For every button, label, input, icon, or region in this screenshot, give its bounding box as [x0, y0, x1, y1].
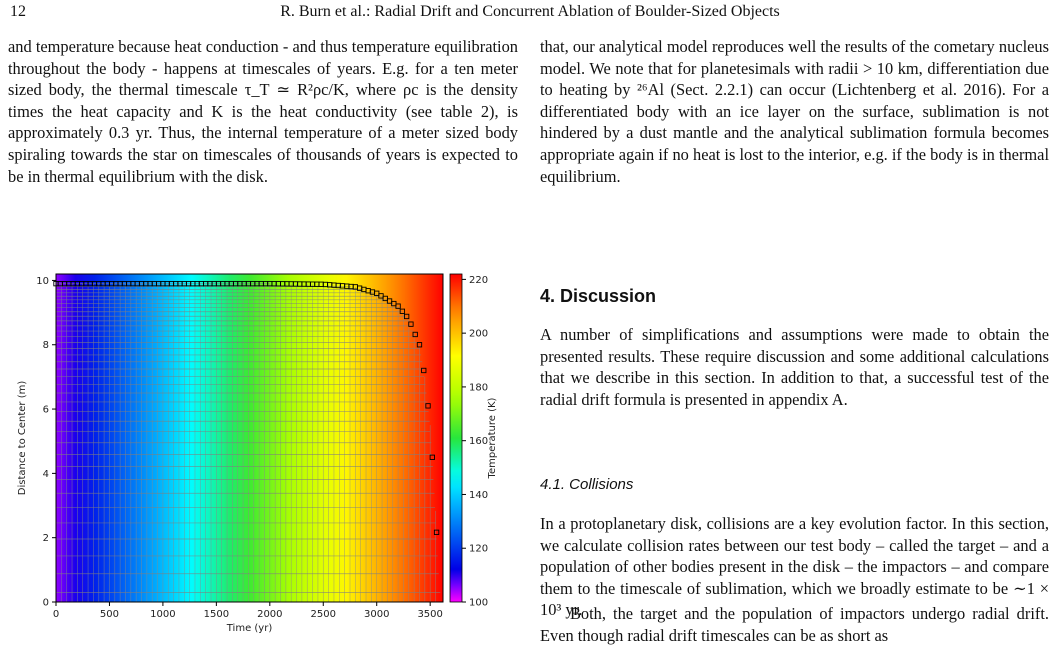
colorbar-tick-label: 120	[469, 543, 489, 555]
thermal-equilibrium-paragraph: and temperature because heat conduction - and thus temperature equilibration throughout the body - happens at timescales of years. E.g. for a ten meter sized body, the thermal timescale τ_T ≃ R²ρc/K, where ρc is the density times the heat capacity and K is the heat conductivity (see table 2), is approximately 0.3 yr. Thus, the internal temperature of a meter sized body spiraling towards the star on timescales of thousands of years is expected to be in thermal equilibrium with the disk.	[8, 37, 518, 186]
colorbar-tick-label: 200	[469, 328, 489, 340]
page-header	[10, 3, 1050, 23]
running-title: R. Burn et al.: Radial Drift and Concurrent Ablation of Boulder-Sized Objects	[280, 3, 780, 20]
x-tick-label: 3000	[363, 609, 390, 620]
x-tick-label: 2500	[310, 609, 336, 620]
colorbar-tick-label: 220	[469, 274, 489, 286]
cometary-model-paragraph: that, our analytical model reproduces well the results of the cometary nucleus model. We note that for planetesimals with radii > 10 km, differentiation due to heating by ²⁶Al (Sect. 2.2.1) can occur (Lichtenberg et al. 2016). For a differentiated body with an ice layer on the surface, sublimation is not hindered by a dust mantle and the analytical sublimation formula becomes appropriate again if no heat is lost to the interior, e.g. if the body is in thermal equilibrium.	[540, 37, 1049, 186]
x-tick-label: 3500	[417, 609, 443, 620]
left-column-paragraph	[8, 36, 518, 187]
x-tick-label: 1500	[203, 609, 230, 620]
figure-temperature-heatmap	[0, 260, 530, 660]
subsection-heading-collisions: 4.1. Collisions	[540, 476, 634, 493]
page-number: 12	[10, 3, 26, 20]
discussion-paragraph: A number of simplifications and assumptions were made to obtain the presented results. These require discussion and some additional calculations that we describe in this section. In addition to that, a successful test of the radial drift formula is presented in appendix A.	[540, 325, 1049, 409]
colorbar-tick-label: 180	[469, 382, 489, 394]
colorbar-gradient	[450, 274, 462, 602]
y-axis-label: Distance to Center (m)	[17, 380, 28, 496]
y-tick-label: 6	[42, 404, 49, 416]
plot-area	[54, 274, 443, 602]
both-paragraph: Both, the target and the population of impactors undergo radial drift. Even though radial drift timescales can be as short as	[540, 604, 1049, 645]
collisions-paragraph: In a protoplanetary disk, collisions are a key evolution factor. In this section, we calculate collision rates between our test body – called the target – and a population of other bodies present in the disk – the impactors – and compare them to the timescale of sublimation, which we broadly estimate to be ∼1 × 10³ yr.	[540, 514, 1049, 620]
x-tick-label: 500	[99, 609, 119, 620]
x-tick-label: 1000	[150, 609, 176, 620]
colorbar	[450, 274, 488, 609]
y-tick-label: 10	[36, 275, 49, 287]
x-axis-label: Time (yr)	[226, 623, 273, 634]
y-tick-label: 8	[42, 340, 49, 352]
x-tick-label: 2000	[257, 609, 283, 620]
colorbar-label: Temperature (K)	[487, 397, 498, 479]
right-column-paragraph	[540, 36, 1049, 187]
y-tick-label: 0	[42, 597, 49, 609]
y-tick-label: 2	[42, 533, 49, 545]
colorbar-tick-label: 160	[469, 436, 489, 448]
heatmap-field	[56, 274, 443, 602]
colorbar-tick-label: 140	[469, 489, 489, 501]
section-heading-discussion: 4. Discussion	[540, 286, 657, 306]
heatmap-chart	[0, 260, 530, 660]
y-tick-label: 4	[42, 468, 49, 480]
x-tick-label: 0	[52, 609, 60, 620]
colorbar-tick-label: 100	[469, 597, 489, 609]
